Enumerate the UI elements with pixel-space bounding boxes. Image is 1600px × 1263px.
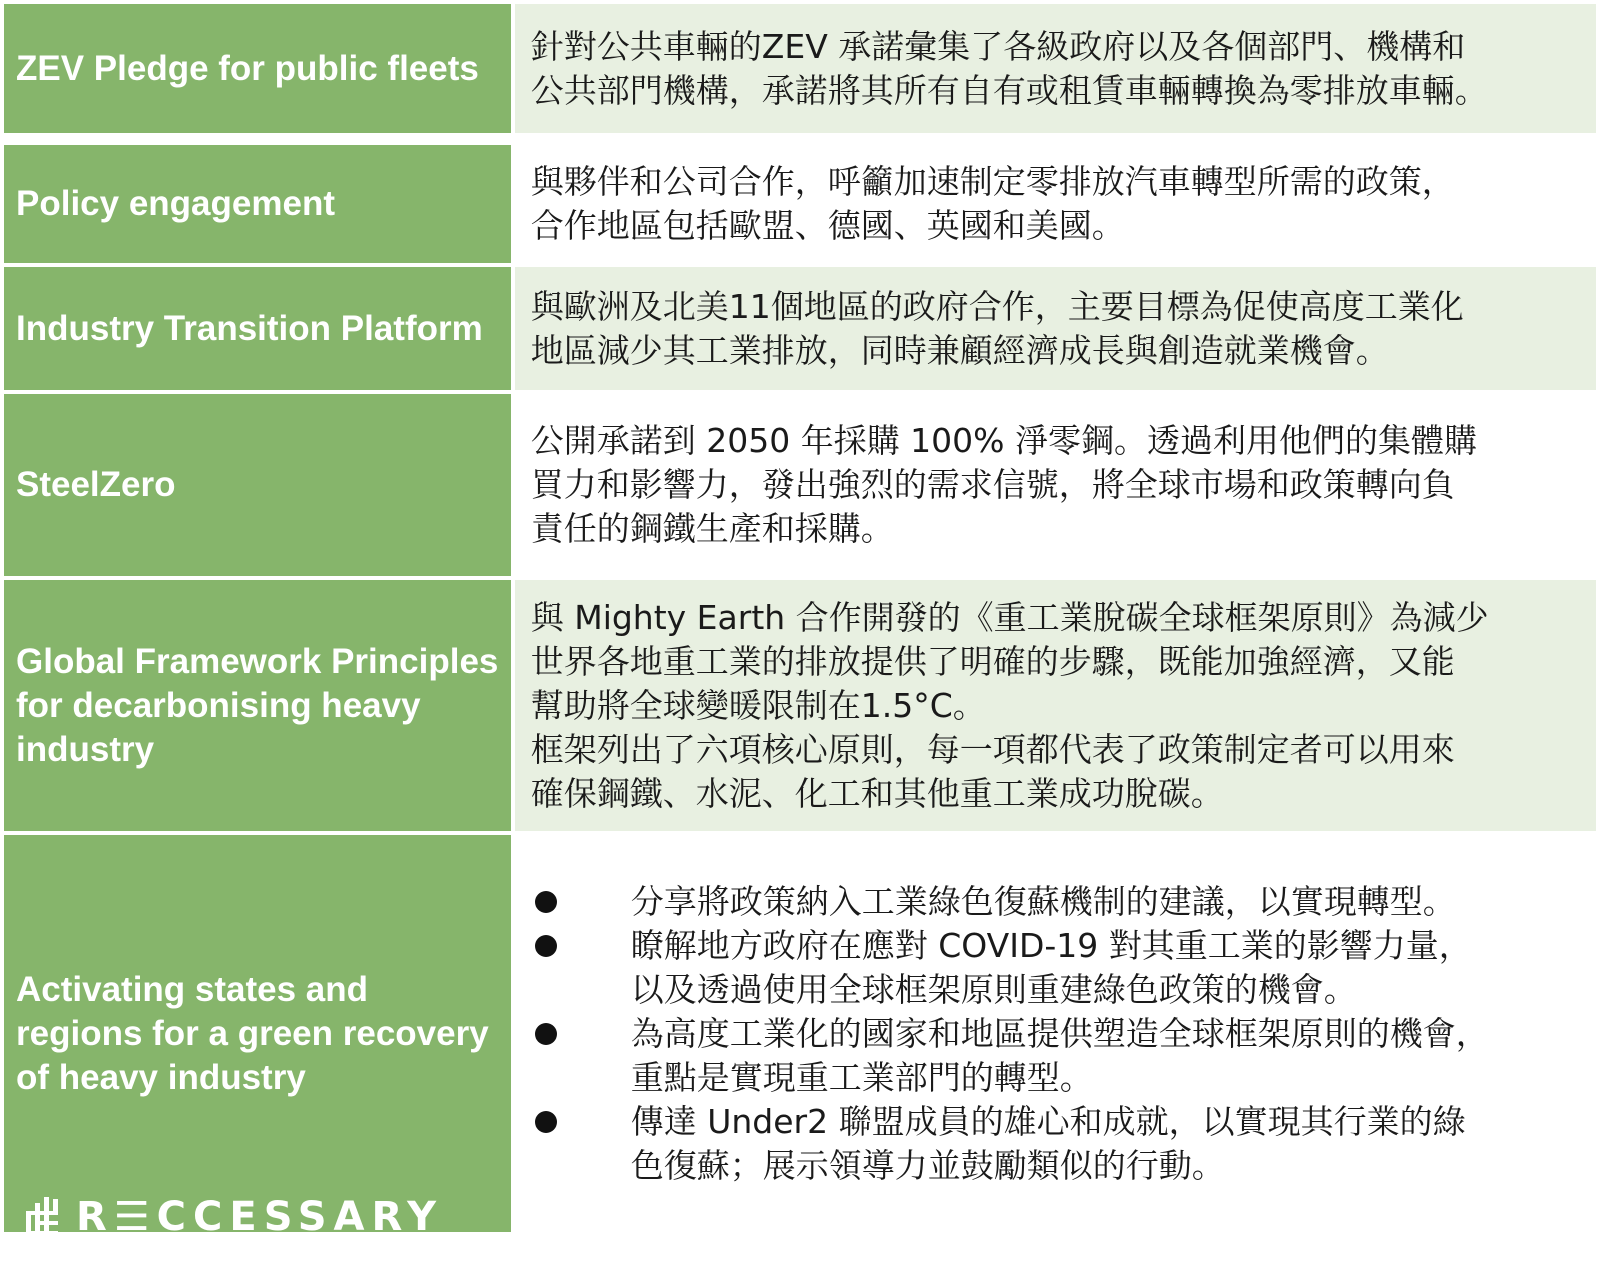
reccessary-logo <box>22 1194 443 1240</box>
table-row <box>4 394 1596 576</box>
description-line: 公共部門機構，承諾將其所有自有或租賃車輛轉換為零排放車輛。 <box>530 70 1488 110</box>
row-description <box>515 4 1596 133</box>
description-line: 針對公共車輛的ZEV 承諾彙集了各級政府以及各個部門、機構和 <box>530 26 1466 66</box>
bullet-item <box>531 1100 1586 1188</box>
row-description <box>515 145 1596 263</box>
table-row <box>4 835 1596 1232</box>
bullet-item <box>531 880 1586 924</box>
bullet-item <box>531 924 1586 1012</box>
description-line: 合作地區包括歐盟、德國、英國和美國。 <box>530 206 1125 245</box>
bullet-dot-icon <box>535 1111 557 1133</box>
table-row <box>4 267 1596 390</box>
bullet-text <box>631 1100 1466 1188</box>
description-line: 公開承諾到 2050 年採購 100% 淨零鋼。透過利用他們的集體購 <box>530 421 1478 460</box>
description-line: 責任的鋼鐵生產和採購。 <box>530 509 894 548</box>
row-title-steelzero: SteelZero <box>4 394 511 576</box>
bullet-text <box>631 1012 1489 1100</box>
bullet-text <box>631 924 1472 1012</box>
description-line: 與夥伴和公司合作，呼籲加速制定零排放汽車轉型所需的政策， <box>530 162 1455 201</box>
row-title-global-framework: Global Framework Principles for decarbonising heavy industry <box>4 580 511 831</box>
bullet-dot-icon <box>535 1023 557 1045</box>
row-title-policy-engagement: Policy engagement <box>4 145 511 263</box>
row-description <box>515 580 1596 831</box>
bullet-line: 以及透過使用全球框架原則重建綠色政策的機會。 <box>630 969 1357 1009</box>
bullet-line: 瞭解地方政府在應對 COVID-19 對其重工業的影響力量， <box>630 925 1472 965</box>
bullet-line: 分享將政策納入工業綠色復蘇機制的建議，以實現轉型。 <box>630 881 1456 921</box>
table-row <box>4 580 1596 831</box>
reccessary-logo-icon <box>22 1195 62 1239</box>
row-description <box>515 835 1596 1232</box>
row-title-zev-pledge: ZEV Pledge for public fleets <box>4 4 511 133</box>
description-line: 確保鋼鐵、水泥、化工和其他重工業成功脫碳。 <box>530 773 1224 813</box>
bullet-text <box>631 880 1456 924</box>
bullet-dot-icon <box>535 935 557 957</box>
bullet-item <box>531 1012 1586 1100</box>
description-line: 地區減少其工業排放，同時兼顧經濟成長與創造就業機會。 <box>530 330 1389 370</box>
description-line: 與 Mighty Earth 合作開發的《重工業脫碳全球框架原則》為減少 <box>530 597 1489 637</box>
table-row <box>4 4 1596 133</box>
description-line: 框架列出了六項核心原則，每一項都代表了政策制定者可以用來 <box>530 729 1455 769</box>
bullet-line: 為高度工業化的國家和地區提供塑造全球框架原則的機會， <box>630 1013 1489 1053</box>
row-description <box>515 267 1596 390</box>
description-line: 買力和影響力，發出強烈的需求信號，將全球市場和政策轉向負 <box>530 465 1455 504</box>
reccessary-logo-text: R☰CCESSARY <box>76 1194 444 1240</box>
bullet-line: 傳達 Under2 聯盟成員的雄心和成就，以實現其行業的綠 <box>630 1101 1466 1141</box>
description-line: 幫助將全球變暖限制在1.5°C。 <box>530 685 986 725</box>
bullet-line: 色復蘇；展示領導力並鼓勵類似的行動。 <box>630 1145 1225 1185</box>
row-title-activating-states: Activating states and regions for a green recovery of heavy industry <box>4 835 511 1232</box>
bullet-dot-icon <box>535 891 557 913</box>
description-line: 世界各地重工業的排放提供了明確的步驟，既能加強經濟，又能 <box>530 641 1455 681</box>
row-description <box>515 394 1596 576</box>
row-title-industry-transition: Industry Transition Platform <box>4 267 511 390</box>
table-row <box>4 145 1596 263</box>
description-line: 與歐洲及北美11個地區的政府合作，主要目標為促使高度工業化 <box>530 286 1464 326</box>
initiatives-table <box>4 4 1596 1258</box>
bullet-line: 重點是實現重工業部門的轉型。 <box>630 1057 1093 1097</box>
